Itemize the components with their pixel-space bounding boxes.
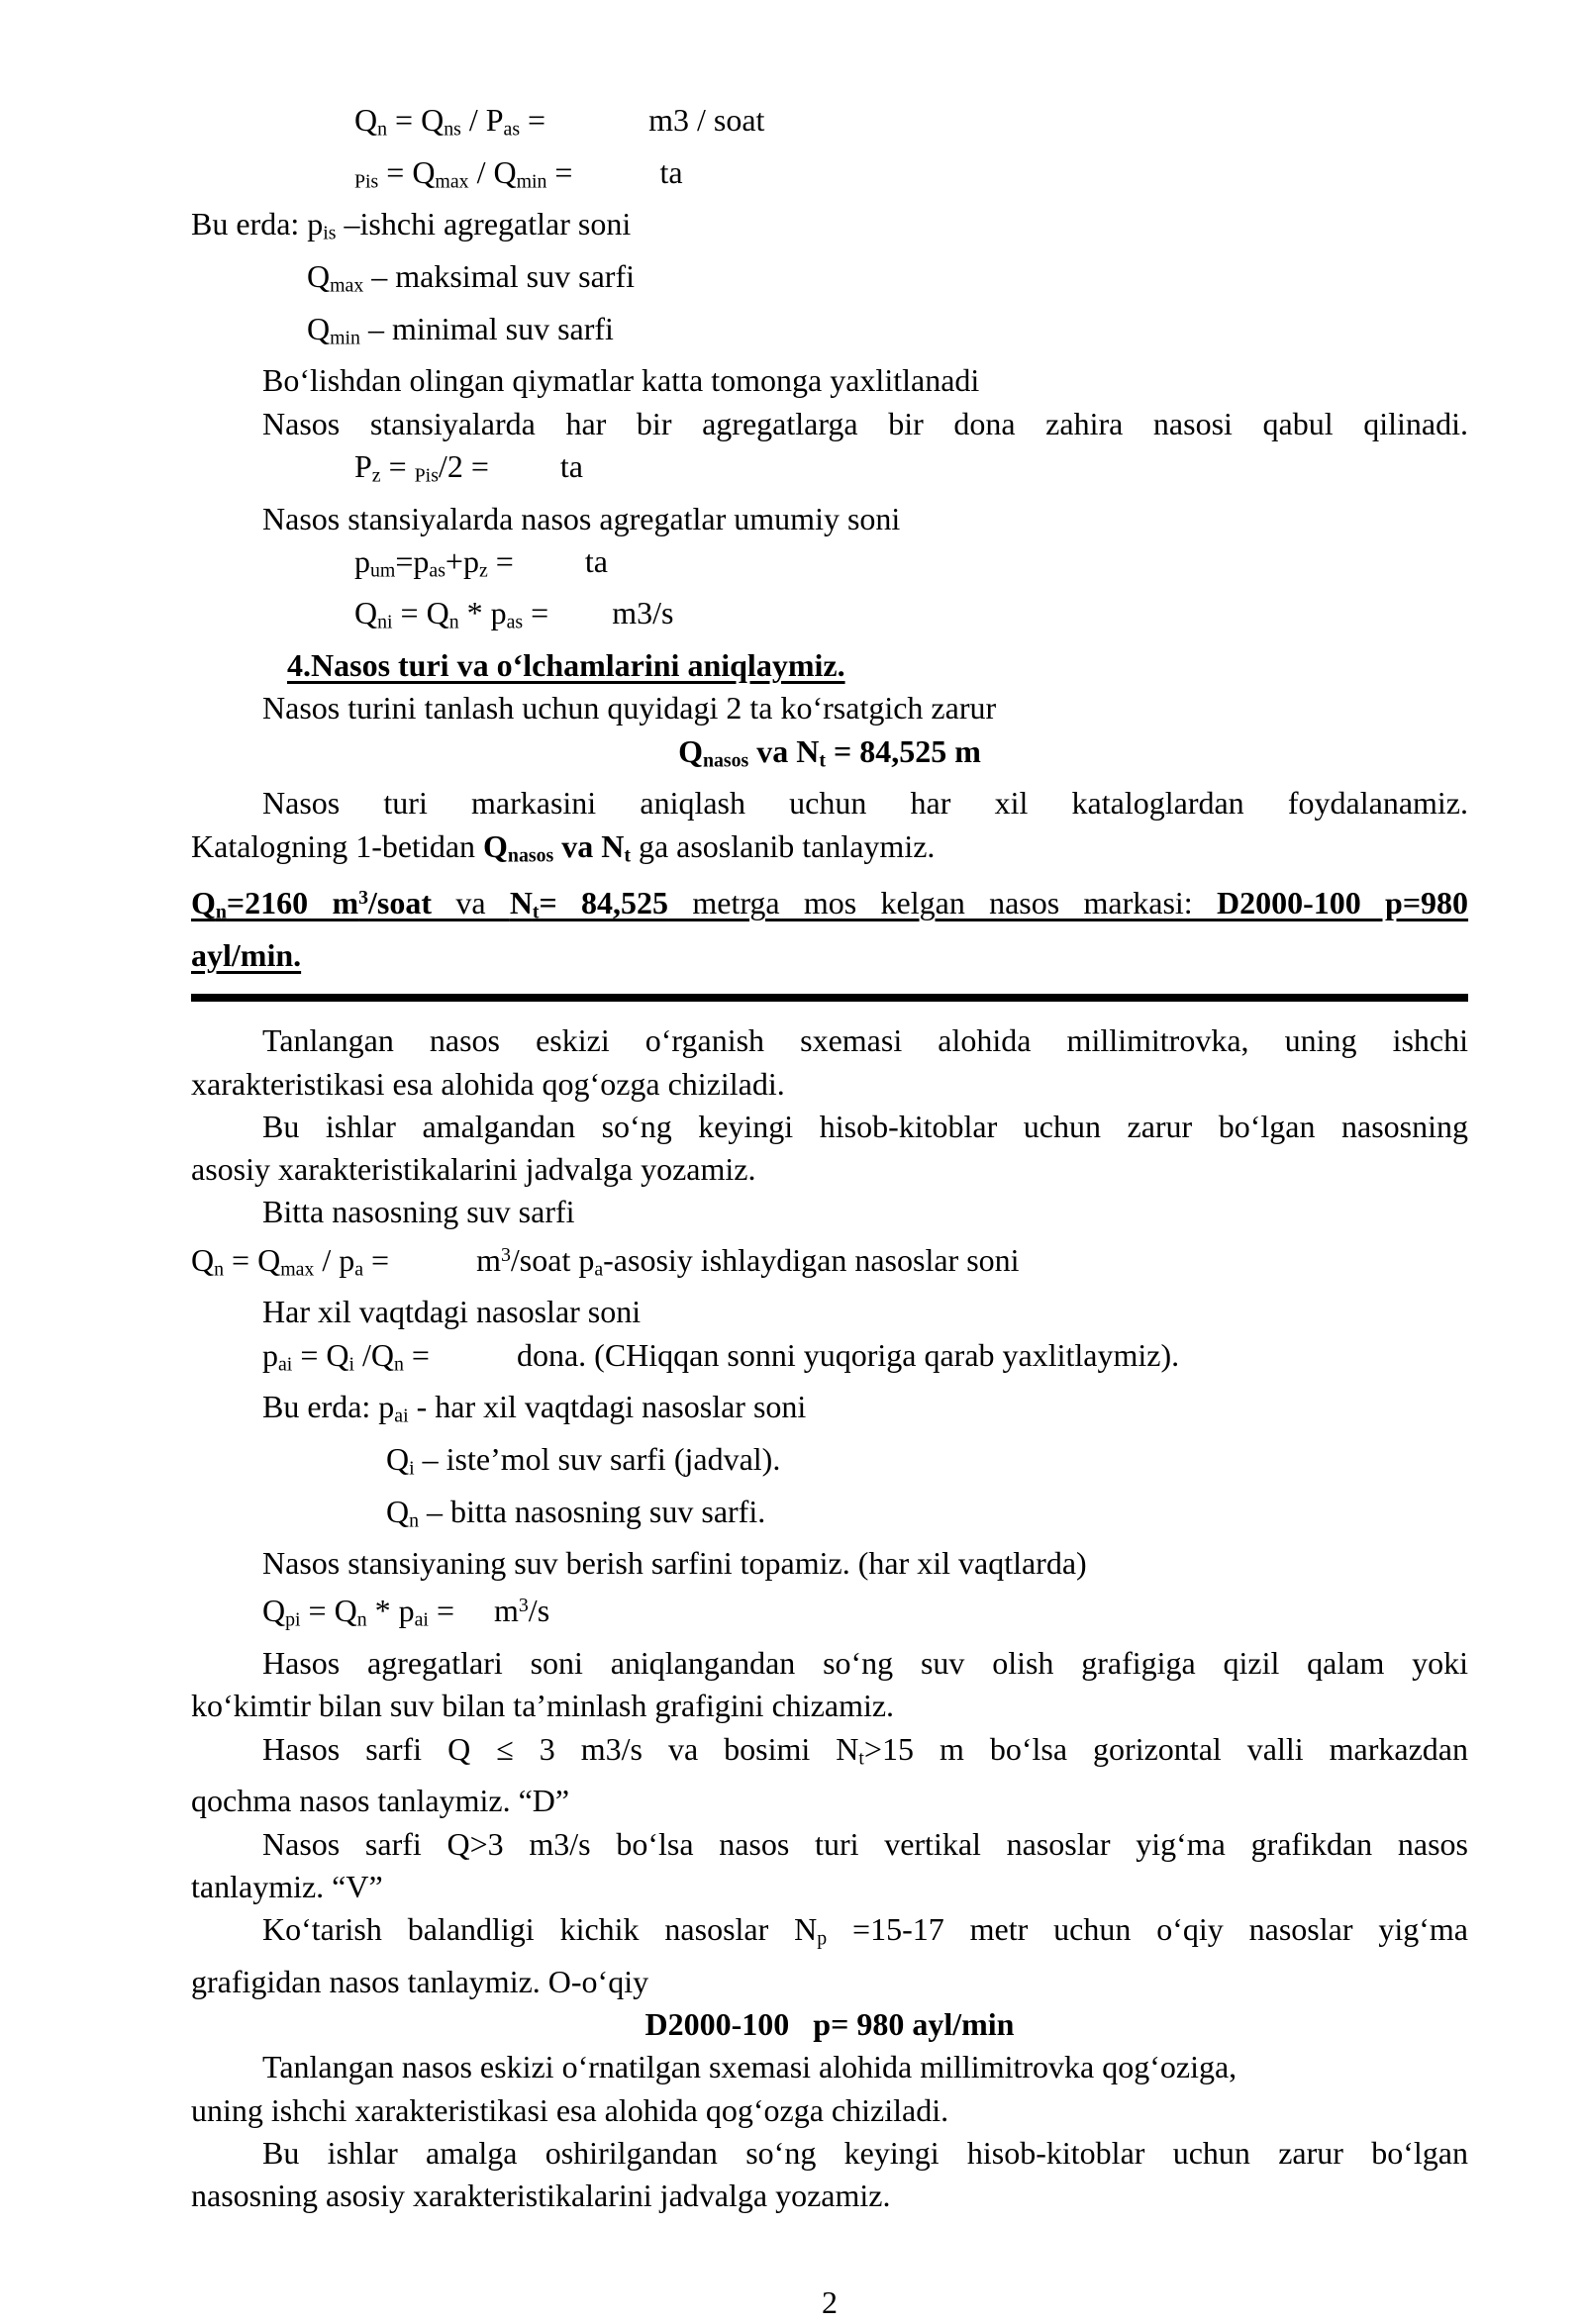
page-number: 2 bbox=[822, 2283, 838, 2320]
text-line: grafigidan nasos tanlaymiz. O-o‘qiy bbox=[191, 1963, 649, 1999]
text-line: Katalogning 1-betidan $Q_{nasos}$ va $N_t$ ga asoslanib tanlaymiz. bbox=[191, 827, 936, 867]
document-page bbox=[191, 99, 1468, 2324]
text-line: Bo‘lishdan olingan qiymatlar katta tomonga yaxlitlanadi bbox=[262, 362, 980, 399]
text-line: $Q_{max}$ – maksimal suv sarfi bbox=[307, 257, 635, 297]
text-line: Hasos sarfi Q ≤ 3 m3/s va bosimi $N_t>15$ m bo‘lsa gorizontal valli markazdan bbox=[262, 1730, 1469, 1769]
text-line: Har xil vaqtdagi nasoslar soni bbox=[262, 1294, 642, 1330]
text-line: asosiy xarakteristikalarini jadvalga yozamiz. bbox=[191, 1151, 756, 1188]
text-line: Hasos agregatlari soni aniqlangandan so‘ng suv olish grafigiga qizil qalam yoki bbox=[262, 1645, 1468, 1682]
document-body bbox=[191, 99, 1468, 2218]
text-line: Nasos stansiyaning suv berish sarfini topamiz. (har xil vaqtlarda) bbox=[262, 1545, 1087, 1582]
text-line: $P_z = _{Pis}/2$ = ta bbox=[354, 447, 583, 487]
text-line: $Q_{nasos}$ va $N_t = 84,525$ m bbox=[678, 732, 981, 772]
text-line: $Q_n$ – bitta nasosning suv sarfi. bbox=[386, 1493, 766, 1531]
text-line: $Q_n=2160$ $m^3$/soat va $N_t= 84,525$ metrga mos kelgan nasos markasi: D2000-100 p=980 bbox=[191, 885, 1469, 923]
text-line: ko‘kimtir bilan suv bilan ta’minlash grafigini chizamiz. bbox=[191, 1688, 895, 1724]
text-line: tanlaymiz. “V” bbox=[191, 1868, 383, 1904]
text-line: 4.Nasos turi va o‘lchamlarini aniqlaymiz. bbox=[287, 647, 845, 684]
text-line: Bu erda: $p_{ai}$ - har xil vaqtdagi nasoslar soni bbox=[262, 1389, 807, 1427]
text-line: Nasos stansiyalarda nasos agregatlar umumiy soni bbox=[262, 500, 901, 536]
text-line: qochma nasos tanlaymiz. “D” bbox=[191, 1783, 570, 1819]
text-line: ayl/min. bbox=[191, 936, 302, 973]
text-line: Bu ishlar amalga oshirilgandan so‘ng keyingi hisob-kitoblar uchun zarur bo‘lgan bbox=[262, 2135, 1468, 2172]
text-line: $Q_{min}$ – minimal suv sarfi bbox=[307, 310, 614, 348]
text-line: $Q_{pi} = Q_n * p_{ai}$ = $m^3/s$ bbox=[262, 1593, 550, 1631]
text-line: $_{Pis} = Q_{max} / Q_{min}$ = ta bbox=[354, 153, 683, 193]
text-line: $Q_n = Q_{ns} / P_{as}$ = m3 / soat bbox=[354, 102, 765, 141]
text-line: Nasos turi markasini aniqlash uchun har xil kataloglardan foydalanamiz. bbox=[262, 785, 1468, 822]
text-line: $p_{um}=p_{as}+p_z$ = ta bbox=[354, 542, 608, 582]
text-line: Bu erda: $p_{is}$ –ishchi agregatlar soni bbox=[191, 206, 632, 244]
text-line: Bitta nasosning suv sarfi bbox=[262, 1194, 575, 1230]
text-line: nasosning asosiy xarakteristikalarini jadvalga yozamiz. bbox=[191, 2178, 891, 2214]
text-line: Nasos turini tanlash uchun quyidagi 2 ta ko‘rsatgich zarur bbox=[262, 690, 997, 726]
text-line: Tanlangan nasos eskizi o‘rnatilgan sxemasi alohida millimitrovka qog‘oziga, bbox=[262, 2049, 1238, 2085]
text-line: Tanlangan nasos eskizi o‘rganish sxemasi alohida millimitrovka, uning ishchi bbox=[262, 1022, 1468, 1059]
text-line: Nasos stansiyalarda har bir agregatlarga bir dona zahira nasosi qabul qilinadi. bbox=[262, 405, 1468, 441]
text-line: uning ishchi xarakteristikasi esa alohida qog‘ozga chiziladi. bbox=[191, 2091, 949, 2128]
text-line: D2000-100 p= 980 ayl/min bbox=[644, 2006, 1015, 2043]
text-line: Ko‘tarish balandligi kichik nasoslar $N_p =15-17$ metr uchun o‘qiy nasoslar yig‘ma bbox=[262, 1911, 1469, 1950]
separator-rule bbox=[191, 994, 1468, 1002]
text-line: $p_{ai} = Q_i$ $/Q_n$ = dona. (CHiqqan sonni yuqoriga qarab yaxlitlaymiz). bbox=[262, 1336, 1180, 1375]
text-line: xarakteristikasi esa alohida qog‘ozga chiziladi. bbox=[191, 1065, 785, 1102]
text-line: Nasos sarfi Q>3 m3/s bo‘lsa nasos turi vertikal nasoslar yig‘ma grafikdan nasos bbox=[262, 1825, 1468, 1862]
text-line: $Q_{ni} = Q_n * p_{as}$ = m3/s bbox=[354, 595, 674, 633]
text-line: Bu ishlar amalgandan so‘ng keyingi hisob-kitoblar uchun zarur bo‘lgan nasosning bbox=[262, 1108, 1468, 1144]
text-line: $Q_n = Q_{max} / p_a$ = $m^3$/soat $p_a$-asosiy ishlaydigan nasoslar soni bbox=[191, 1241, 1020, 1280]
text-line: $Q_i$ – iste’mol suv sarfi (jadval). bbox=[386, 1440, 781, 1480]
